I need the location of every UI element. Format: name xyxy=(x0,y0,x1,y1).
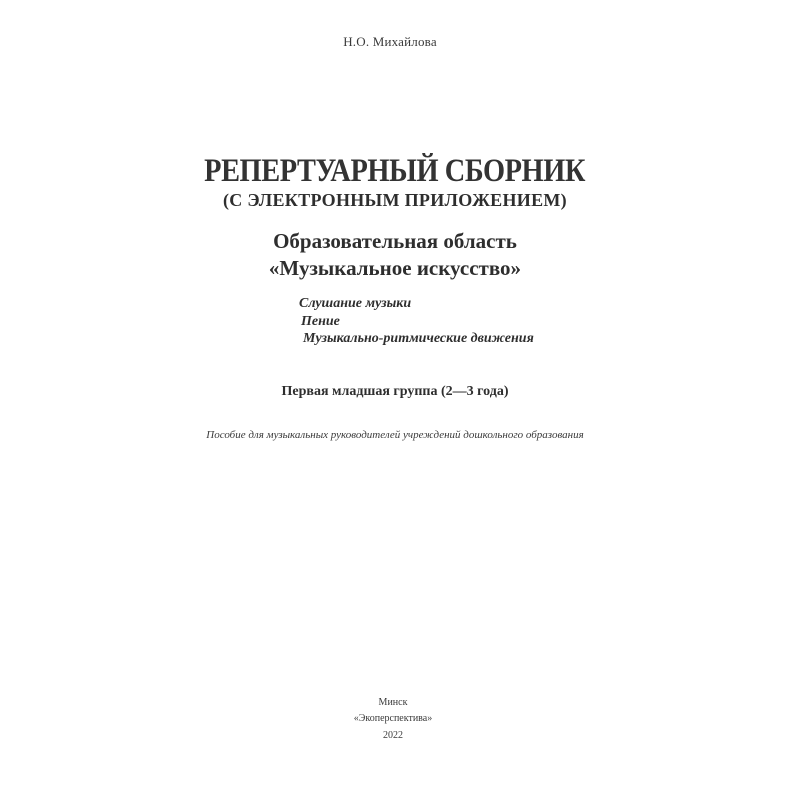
educational-area-label: Образовательная область xyxy=(273,229,517,253)
educational-area-name: «Музыкальное искусство» xyxy=(268,256,522,280)
activity-rhythmic-movement: Музыкально-ритмические движения xyxy=(303,331,534,346)
book-purpose: Пособие для музыкальных руководителей учреждений дошкольного образования xyxy=(206,429,584,441)
imprint-publisher: «Экоперспектива» xyxy=(353,713,433,724)
book-title: РЕПЕРТУАРНЫЙ СБОРНИК xyxy=(204,153,586,189)
imprint-city: Минск xyxy=(378,697,408,708)
age-group: Первая младшая группа (2—3 года) xyxy=(281,384,509,399)
book-subtitle: (С ЭЛЕКТРОННЫМ ПРИЛОЖЕНИЕМ) xyxy=(223,190,567,210)
author-name: Н.О. Михайлова xyxy=(343,34,437,49)
imprint-year: 2022 xyxy=(383,730,403,741)
activity-listening: Слушание музыки xyxy=(299,296,412,311)
activity-singing: Пение xyxy=(301,314,340,329)
